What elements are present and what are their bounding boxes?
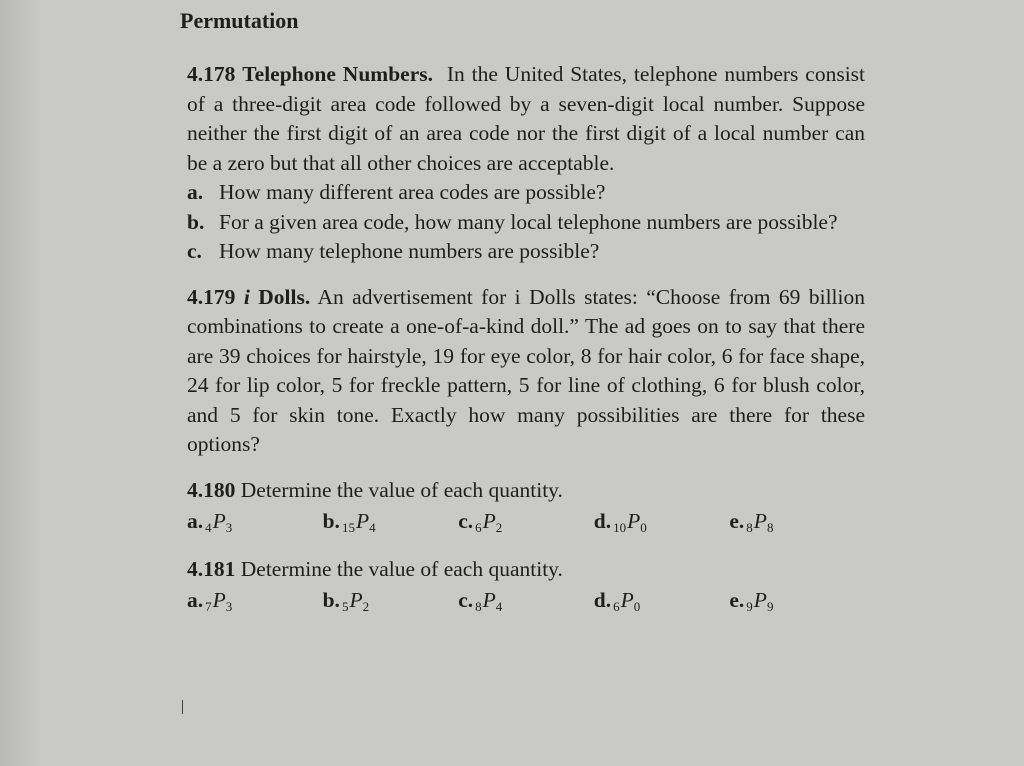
quantity-row	[187, 586, 865, 618]
permutation-quantity: c. 8P4	[458, 588, 503, 614]
problem-heading: i Dolls.	[243, 284, 311, 309]
page-title: Permutation	[180, 8, 299, 33]
permutation-quantity: d. 6P0	[593, 588, 641, 614]
text-cursor	[182, 700, 183, 714]
permutation-quantity: b. 15P4	[322, 509, 376, 535]
permutation-quantity: c. 6P2	[458, 509, 503, 535]
permutation-quantity: e. 8P8	[729, 509, 774, 535]
textbook-page	[175, 8, 865, 618]
problem-number: 4.180	[187, 477, 236, 502]
problem-number: 4.178	[187, 62, 236, 86]
problem-4-179-statement	[187, 283, 865, 460]
permutation-quantity: b. 5P2	[322, 588, 370, 614]
problem-text: Determine the value of each quantity.	[240, 556, 563, 581]
problem-text: In the United States, telephone numbers consist of a three-digit area code followed by a seven-digit local number. Suppose neither the first digit of an area code nor the first digit of a local number can be a zero but that all other choices are acceptable.	[187, 62, 866, 175]
problem-4-178	[187, 60, 865, 267]
permutation-quantity: e. 9P9	[729, 588, 774, 614]
problem-4-178-statement	[187, 60, 865, 178]
permutation-quantity: a. 7P3	[187, 588, 233, 614]
problem-number: 4.181	[187, 556, 236, 581]
problem-4-179	[187, 283, 865, 460]
problem-heading: Telephone Numbers.	[242, 62, 433, 86]
list-item: c. How many telephone numbers are possible?	[187, 239, 600, 263]
problem-4-181	[187, 555, 865, 618]
problem-4-180	[187, 476, 865, 539]
permutation-quantity: a. 4P3	[187, 509, 233, 535]
list-item: b. For a given area code, how many local telephone numbers are possible?	[187, 209, 838, 234]
problem-4-181-statement	[187, 555, 865, 585]
problem-4-180-statement	[187, 476, 865, 506]
list-item: a. How many different area codes are possible?	[187, 180, 606, 204]
page-shadow	[0, 0, 40, 766]
problem-number: 4.179	[187, 284, 236, 309]
problem-text: Determine the value of each quantity.	[240, 477, 563, 502]
permutation-quantity: d. 10P0	[593, 509, 647, 535]
problem-text: An advertisement for i Dolls states: “Choose from 69 billion combinations to create a one-of-a-kind doll.” The ad goes on to say that there are 39 choices for hairstyle, 19 for eye color, 8 for hair color, 6 for face shape, 24 for lip color, 5 for freckle pattern, 5 for line of clothing, 6 for blush color, and 5 for skin tone. Exactly how many possibilities are there for these options?	[187, 284, 866, 456]
quantity-row	[187, 507, 865, 539]
